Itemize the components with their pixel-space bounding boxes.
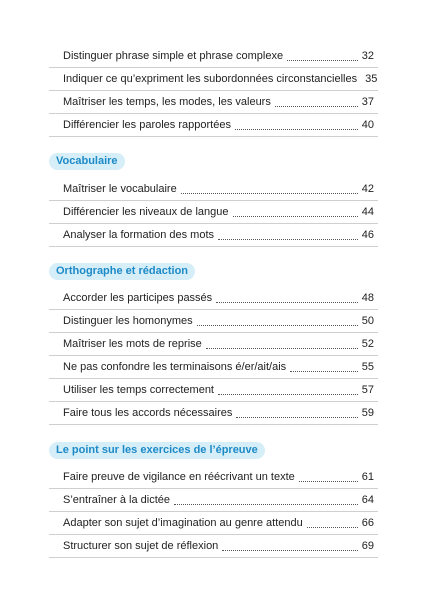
dot-leader [287,57,358,61]
toc-entry[interactable] [49,535,378,558]
toc-entry-page: 69 [361,540,374,552]
toc-entry-page: 44 [361,206,374,218]
toc-entry-page: 59 [361,407,374,419]
toc-entry[interactable] [49,287,378,310]
toc-entry-page: 46 [361,229,374,241]
toc-entry-title: Utiliser les temps correctement [63,384,214,396]
dot-leader [233,213,358,217]
toc-group-exercices [49,466,378,558]
dot-leader [197,322,358,326]
toc-entry-page: 35 [365,73,378,85]
dot-leader [174,501,358,505]
toc-entry[interactable] [49,178,378,201]
toc-group-orthographe [49,287,378,425]
toc-entry-title: Maîtriser les temps, les modes, les valeurs [63,96,271,108]
toc-entry[interactable] [49,333,378,356]
toc-entry-page: 48 [361,292,374,304]
toc-entry[interactable] [49,466,378,489]
section-heading-orthographe: Orthographe et rédaction [49,263,195,280]
toc-entry-title: Analyser la formation des mots [63,229,215,241]
toc-entry-title: Structurer son sujet de réflexion [63,540,219,552]
dot-leader [218,391,358,395]
dot-leader [206,345,358,349]
toc-entry[interactable] [49,114,378,137]
toc-entry-title: Différencier les niveaux de langue [63,206,229,218]
dot-leader [216,299,358,303]
toc-entry-page: 32 [361,50,374,62]
toc-entry-page: 64 [361,494,374,506]
toc-entry-page: 61 [361,471,374,483]
dot-leader [307,524,358,528]
toc-group-grammar [49,45,378,137]
toc-entry-page: 40 [361,119,374,131]
toc-entry[interactable] [49,91,378,114]
toc-entry[interactable] [49,45,378,68]
toc-entry-title: Maîtriser le vocabulaire [63,183,177,195]
toc-entry-title: Indiquer ce qu’expriment les subordonnées circonstancielles [63,73,358,85]
toc-entry-title: Distinguer phrase simple et phrase complexe [63,50,284,62]
toc-entry-title: Adapter son sujet d’imagination au genre attendu [63,517,303,529]
toc-entry-title: Accorder les participes passés [63,292,213,304]
dot-leader [218,236,358,240]
toc-entry-page: 37 [361,96,374,108]
toc-entry-page: 52 [361,338,374,350]
dot-leader [222,547,357,551]
toc-entry[interactable] [49,489,378,512]
toc-entry-title: Maîtriser les mots de reprise [63,338,202,350]
toc-entry[interactable] [49,356,378,379]
toc-entry-title: S’entraîner à la dictée [63,494,171,506]
toc-entry[interactable] [49,68,378,91]
dot-leader [181,190,358,194]
dot-leader [299,478,358,482]
toc-entry[interactable] [49,402,378,425]
section-heading-vocabulaire: Vocabulaire [49,153,125,170]
toc-entry-title: Différencier les paroles rapportées [63,119,231,131]
toc-entry-title: Distinguer les homonymes [63,315,193,327]
toc-entry[interactable] [49,379,378,402]
toc-entry[interactable] [49,201,378,224]
dot-leader [275,103,358,107]
toc-entry-page: 55 [361,361,374,373]
toc-entry-page: 42 [361,183,374,195]
toc-entry[interactable] [49,310,378,333]
toc-entry-title: Faire preuve de vigilance en réécrivant un texte [63,471,295,483]
toc-entry-page: 57 [361,384,374,396]
toc-entry-title: Ne pas confondre les terminaisons é/er/ait/ais [63,361,287,373]
dot-leader [236,414,357,418]
toc-group-vocabulaire [49,178,378,247]
toc-entry-page: 66 [361,517,374,529]
section-heading-exercices: Le point sur les exercices de l’épreuve [49,442,265,459]
toc-entry-page: 50 [361,315,374,327]
toc-entry[interactable] [49,224,378,247]
dot-leader [290,368,358,372]
dot-leader [235,126,358,130]
toc-entry-title: Faire tous les accords nécessaires [63,407,233,419]
toc-entry[interactable] [49,512,378,535]
